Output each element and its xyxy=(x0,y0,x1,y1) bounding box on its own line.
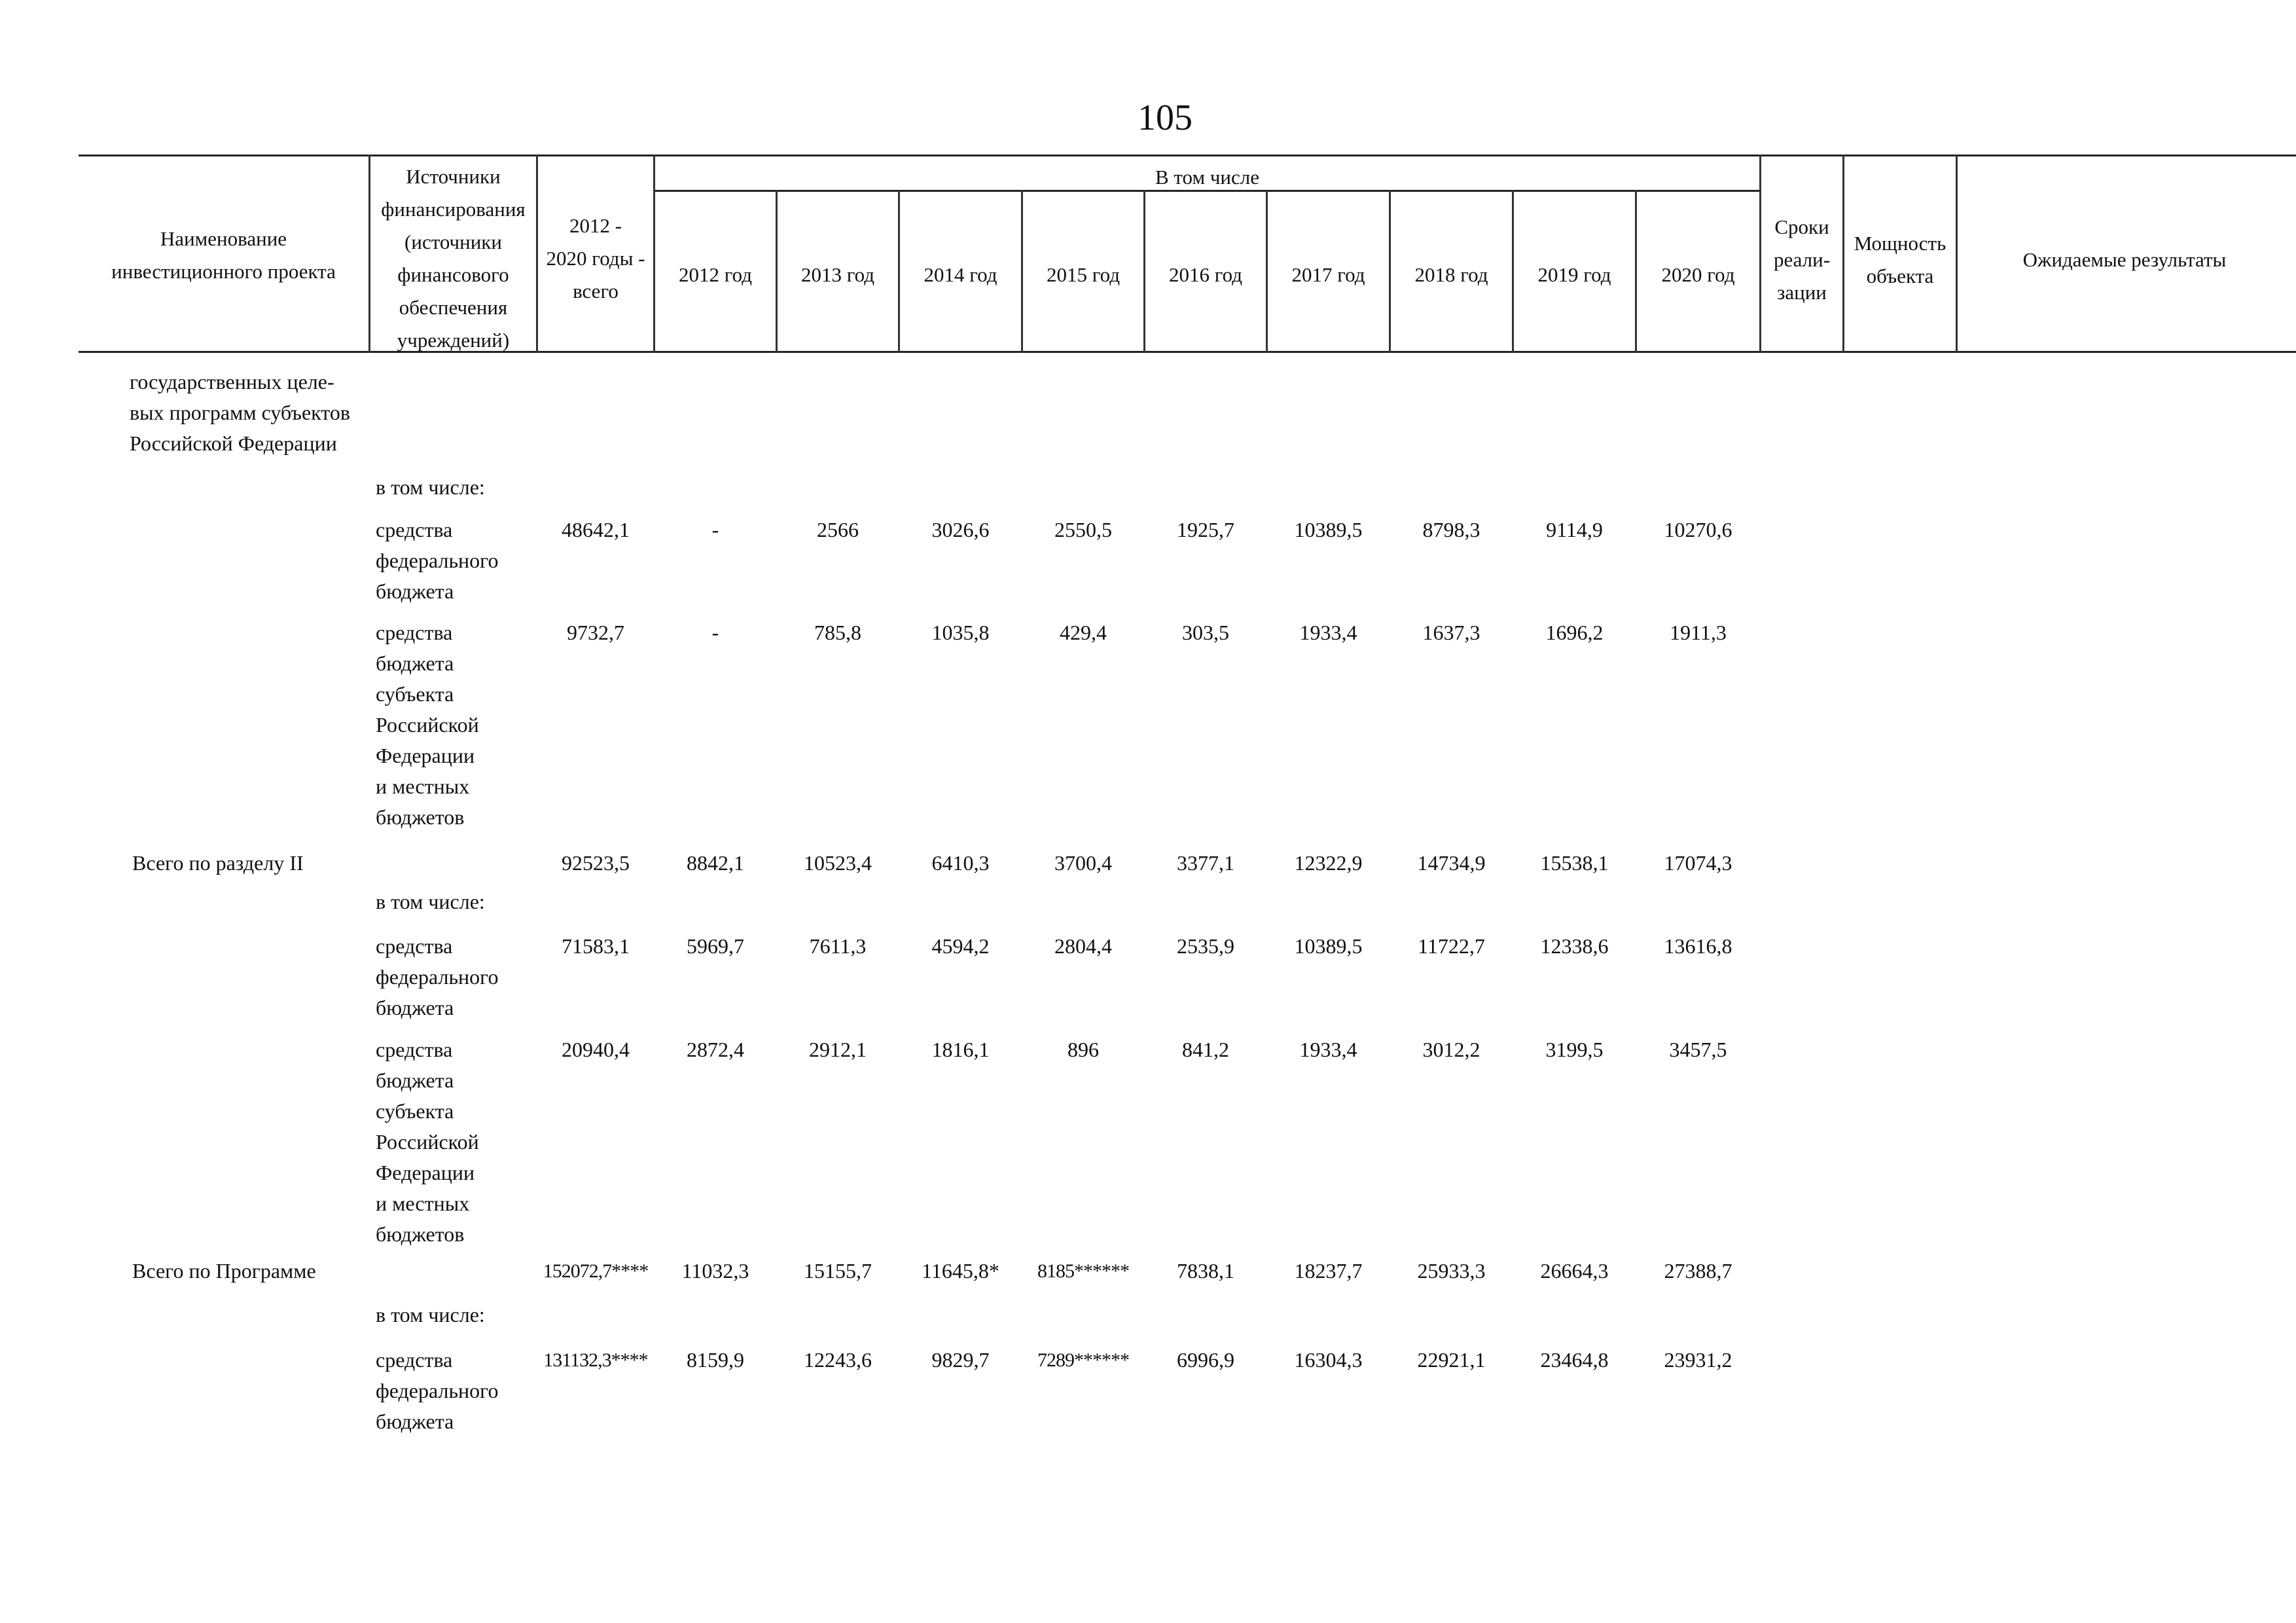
cell-2012: - xyxy=(711,621,719,644)
cell-2018: 1637,3 xyxy=(1422,621,1480,644)
row-total-label: Всего по разделу II xyxy=(132,851,304,875)
cell-2014: 6410,3 xyxy=(931,851,990,875)
cell-2012: 11032,3 xyxy=(681,1259,749,1283)
cell-total: 92523,5 xyxy=(562,851,630,875)
row-source-label: средства федерального бюджета xyxy=(376,1348,499,1433)
cell-2015: 7289****** xyxy=(1037,1349,1129,1371)
cell-2014: 4594,2 xyxy=(931,934,990,958)
cell-2016: 1925,7 xyxy=(1177,518,1234,541)
cell-2013: 10523,4 xyxy=(804,851,872,875)
cell-2017: 10389,5 xyxy=(1294,518,1363,541)
header-year: 2015 год xyxy=(1046,263,1121,286)
cell-2018: 22921,1 xyxy=(1417,1348,1486,1372)
cell-2019: 9114,9 xyxy=(1546,518,1603,541)
cell-total: 71583,1 xyxy=(562,934,630,958)
cell-2018: 8798,3 xyxy=(1422,518,1480,541)
cell-2020: 1911,3 xyxy=(1670,621,1727,644)
cell-2017: 16304,3 xyxy=(1294,1348,1363,1372)
cell-2014: 9829,7 xyxy=(931,1348,990,1372)
cell-2015: 2550,5 xyxy=(1054,518,1112,541)
cell-2020: 10270,6 xyxy=(1664,518,1732,541)
cell-2013: 7611,3 xyxy=(809,934,867,958)
cell-2015: 3700,4 xyxy=(1054,851,1112,875)
row-source-label: в том числе: xyxy=(376,475,485,499)
page-number: 105 xyxy=(1138,98,1193,138)
header-year: 2019 год xyxy=(1537,263,1611,286)
cell-2014: 1816,1 xyxy=(931,1038,990,1061)
header-terms: Сроки реали- зации xyxy=(1773,215,1831,304)
cell-2014: 3026,6 xyxy=(931,518,990,541)
header-year: 2016 год xyxy=(1168,263,1243,286)
cell-2020: 27388,7 xyxy=(1664,1259,1732,1283)
row-total-label: Всего по Программе xyxy=(132,1259,316,1283)
header-results: Ожидаемые результаты xyxy=(2022,248,2227,271)
row-source-label: средства федерального бюджета xyxy=(376,518,499,603)
cell-2013: 2566 xyxy=(817,518,859,541)
cell-2018: 25933,3 xyxy=(1417,1259,1486,1283)
cell-2012: 5969,7 xyxy=(687,934,744,958)
cell-2015: 896 xyxy=(1067,1038,1099,1061)
cell-2020: 23931,2 xyxy=(1664,1348,1732,1372)
header-capacity: Мощность объекта xyxy=(1854,232,1946,287)
header-year: 2017 год xyxy=(1291,263,1365,286)
cell-2018: 14734,9 xyxy=(1417,851,1486,875)
cell-2012: 2872,4 xyxy=(687,1038,744,1061)
cell-total: 20940,4 xyxy=(562,1038,630,1061)
cell-2017: 10389,5 xyxy=(1294,934,1363,958)
row-source-label: в том числе: xyxy=(376,890,485,913)
cell-2019: 15538,1 xyxy=(1540,851,1609,875)
cell-2016: 6996,9 xyxy=(1177,1348,1234,1372)
cell-2020: 17074,3 xyxy=(1664,851,1732,875)
cell-2013: 15155,7 xyxy=(804,1259,872,1283)
cell-2016: 303,5 xyxy=(1182,621,1229,644)
row-source-label: в том числе: xyxy=(376,1303,485,1326)
cell-2020: 3457,5 xyxy=(1669,1038,1727,1061)
cell-total: 48642,1 xyxy=(562,518,630,541)
header-year: 2020 год xyxy=(1661,263,1735,286)
header-year: 2018 год xyxy=(1414,263,1488,286)
cell-2018: 11722,7 xyxy=(1418,934,1485,958)
cell-2012: - xyxy=(711,518,719,541)
row-source-label: средства федерального бюджета xyxy=(376,934,499,1019)
cell-2020: 13616,8 xyxy=(1664,934,1732,958)
cell-2017: 18237,7 xyxy=(1294,1259,1363,1283)
cell-2016: 2535,9 xyxy=(1177,934,1234,958)
header-year: 2013 год xyxy=(800,263,875,286)
cell-2013: 12243,6 xyxy=(804,1348,872,1372)
cell-2019: 26664,3 xyxy=(1540,1259,1609,1283)
cell-2017: 12322,9 xyxy=(1294,851,1363,875)
cell-2014: 1035,8 xyxy=(931,621,990,644)
cell-2014: 11645,8* xyxy=(922,1259,999,1283)
cell-2016: 7838,1 xyxy=(1177,1259,1234,1283)
cell-2019: 3199,5 xyxy=(1545,1038,1604,1061)
cell-2018: 3012,2 xyxy=(1422,1038,1480,1061)
header-including: В том числе xyxy=(1155,166,1259,189)
cell-total: 131132,3**** xyxy=(543,1349,648,1371)
header-total: 2012 - 2020 годы - всего xyxy=(546,214,645,302)
header-year: 2012 год xyxy=(678,263,753,286)
continuation-project-name: государственных целе- вых программ субъектов Российской Федерации xyxy=(130,370,350,455)
header-top-rule xyxy=(79,155,2296,156)
cell-2013: 2912,1 xyxy=(809,1038,867,1061)
cell-2012: 8159,9 xyxy=(687,1348,744,1372)
cell-2016: 841,2 xyxy=(1182,1038,1229,1061)
cell-2016: 3377,1 xyxy=(1177,851,1234,875)
cell-2015: 8185****** xyxy=(1037,1260,1129,1282)
cell-2017: 1933,4 xyxy=(1299,1038,1357,1061)
cell-total: 9732,7 xyxy=(567,621,624,644)
header-project-name: Наименование инвестиционного проекта xyxy=(111,227,336,283)
cell-2012: 8842,1 xyxy=(687,851,744,875)
cell-total: 152072,7**** xyxy=(543,1260,649,1282)
cell-2013: 785,8 xyxy=(814,621,861,644)
row-source-label: средства бюджета субъекта Российской Федерации и местных бюджетов xyxy=(376,621,479,829)
header-sources: Источники финансирования (источники финансового обеспечения учреждений) xyxy=(381,165,526,352)
cell-2015: 2804,4 xyxy=(1054,934,1112,958)
cell-2015: 429,4 xyxy=(1060,621,1107,644)
cell-2019: 1696,2 xyxy=(1545,621,1604,644)
header-year: 2014 год xyxy=(924,263,997,286)
cell-2019: 12338,6 xyxy=(1540,934,1609,958)
cell-2019: 23464,8 xyxy=(1540,1348,1609,1372)
row-source-label: средства бюджета субъекта Российской Федерации и местных бюджетов xyxy=(376,1038,479,1246)
cell-2017: 1933,4 xyxy=(1299,621,1357,644)
